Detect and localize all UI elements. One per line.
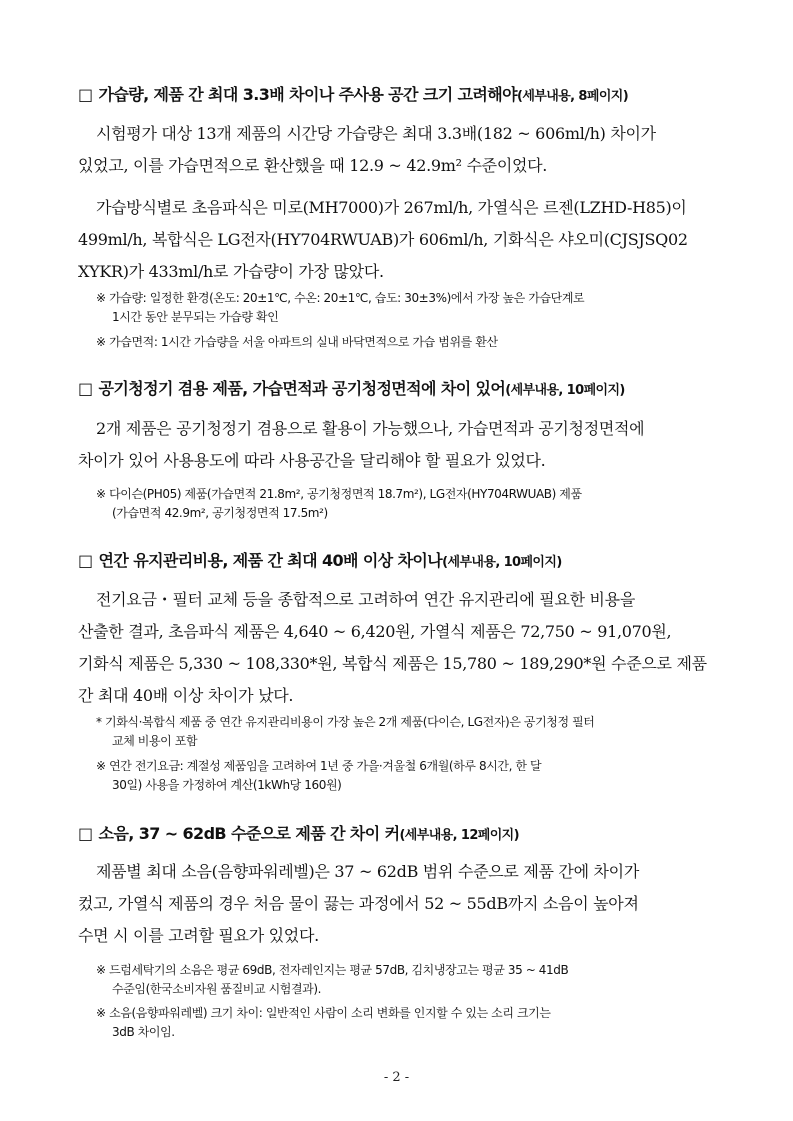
footnote	[96, 713, 720, 751]
section-heading	[78, 548, 728, 571]
body-paragraph	[78, 584, 718, 712]
body-paragraph	[78, 192, 718, 288]
footnote-line: ※ 소음(음향파워레벨) 크기 차이: 일반적인 사람이 소리 변화를 인지할 수 있는 소리 크기는	[96, 1006, 551, 1020]
paragraph-line: 시험평가 대상 13개 제품의 시간당 가습량은 최대 3.3배(182 ~ 606ml/h) 차이가	[96, 124, 656, 143]
footnote	[96, 485, 720, 523]
footnote	[96, 757, 720, 795]
paragraph-line: 499ml/h, 복합식은 LG전자(HY704RWUAB)가 606ml/h, 기화식은 샤오미(CJSJSQ02	[78, 230, 688, 249]
paragraph-line: 차이가 있어 사용용도에 따라 사용공간을 달리해야 할 필요가 있었다.	[78, 451, 546, 470]
body-paragraph	[78, 856, 718, 952]
paragraph-line: 컸고, 가열식 제품의 경우 처음 물이 끓는 과정에서 52 ~ 55dB까지 소음이 높아져	[78, 894, 639, 913]
paragraph-line: 있었고, 이를 가습면적으로 환산했을 때 12.9 ~ 42.9m² 수준이었다.	[78, 156, 548, 175]
paragraph-line: 2개 제품은 공기청정기 겸용으로 활용이 가능했으나, 가습면적과 공기청정면적에	[96, 419, 645, 438]
checkbox-square-icon: □	[78, 379, 93, 398]
footnote-line: 30일) 사용을 가정하여 계산(1kWh당 160원)	[112, 778, 342, 792]
paragraph-line: 제품별 최대 소음(음향파워레벨)은 37 ~ 62dB 범위 수준으로 제품 간에 차이가	[96, 862, 639, 881]
paragraph-line: 가습방식별로 초음파식은 미로(MH7000)가 267ml/h, 가열식은 르젠(LZHD-H85)이	[96, 198, 687, 217]
footnote-line: ※ 드럼세탁기의 소음은 평균 69dB, 전자레인지는 평균 57dB, 김치냉장고는 평균 35 ~ 41dB	[96, 963, 569, 977]
section-reference: (세부내용, 10페이지)	[505, 383, 625, 398]
section-title: 가습량, 제품 간 최대 3.3배 차이나 주사용 공간 크기 고려해야	[98, 85, 517, 104]
footnote-line: ※ 연간 전기요금: 계절성 제품임을 고려하여 1년 중 가을·겨울철 6개월(하루 8시간, 한 달	[96, 759, 542, 773]
page-number: - 2 -	[383, 1070, 410, 1085]
paragraph-line: XYKR)가 433ml/h로 가습량이 가장 많았다.	[78, 262, 384, 281]
footnote-line: * 기화식·복합식 제품 중 연간 유지관리비용이 가장 높은 2개 제품(다이슨, LG전자)은 공기청정 필터	[96, 715, 595, 729]
section-title: 공기청정기 겸용 제품, 가습면적과 공기청정면적에 차이 있어	[98, 379, 506, 398]
section-title: 소음, 37 ~ 62dB 수준으로 제품 간 차이 커	[98, 824, 400, 843]
footnote-line: (가습면적 42.9m², 공기청정면적 17.5m²)	[112, 506, 328, 520]
paragraph-line: 기화식 제품은 5,330 ~ 108,330*원, 복합식 제품은 15,780 ~ 189,290*원 수준으로 제품	[78, 654, 707, 673]
paragraph-line: 수면 시 이를 고려할 필요가 있었다.	[78, 926, 319, 945]
section-title: 연간 유지관리비용, 제품 간 최대 40배 이상 차이나	[98, 551, 443, 570]
section-reference: (세부내용, 10페이지)	[442, 555, 562, 570]
checkbox-square-icon: □	[78, 551, 93, 570]
footnote	[96, 333, 720, 352]
footnote-line: ※ 가습량: 일정한 환경(온도: 20±1℃, 수온: 20±1℃, 습도: 30±3%)에서 가장 높은 가습단계로	[96, 291, 585, 305]
body-paragraph	[78, 413, 718, 477]
paragraph-line: 간 최대 40배 이상 차이가 났다.	[78, 686, 294, 705]
section-reference: (세부내용, 12페이지)	[399, 828, 519, 843]
footnote-line: 교체 비용이 포함	[112, 734, 198, 748]
paragraph-line: 전기요금・필터 교체 등을 종합적으로 고려하여 연간 유지관리에 필요한 비용을	[96, 590, 635, 609]
section-heading	[78, 376, 728, 399]
body-paragraph	[78, 118, 718, 182]
footnote	[96, 1004, 720, 1042]
section-heading	[78, 821, 728, 844]
footnote-line: ※ 다이슨(PH05) 제품(가습면적 21.8m², 공기청정면적 18.7m²), LG전자(HY704RWUAB) 제품	[96, 487, 582, 501]
section-reference: (세부내용, 8페이지)	[516, 89, 629, 104]
footnote-line: 1시간 동안 분무되는 가습량 확인	[112, 310, 279, 324]
section-heading	[78, 82, 728, 105]
footnote-line: ※ 가습면적: 1시간 가습량을 서울 아파트의 실내 바닥면적으로 가습 범위를 환산	[96, 335, 498, 349]
checkbox-square-icon: □	[78, 85, 93, 104]
footnote-line: 수준임(한국소비자원 품질비교 시험결과).	[112, 982, 322, 996]
footnote-line: 3dB 차이임.	[112, 1025, 175, 1039]
footnote	[96, 289, 720, 327]
paragraph-line: 산출한 결과, 초음파식 제품은 4,640 ~ 6,420원, 가열식 제품은 72,750 ~ 91,070원,	[78, 622, 672, 641]
footnote	[96, 961, 720, 999]
checkbox-square-icon: □	[78, 824, 93, 843]
